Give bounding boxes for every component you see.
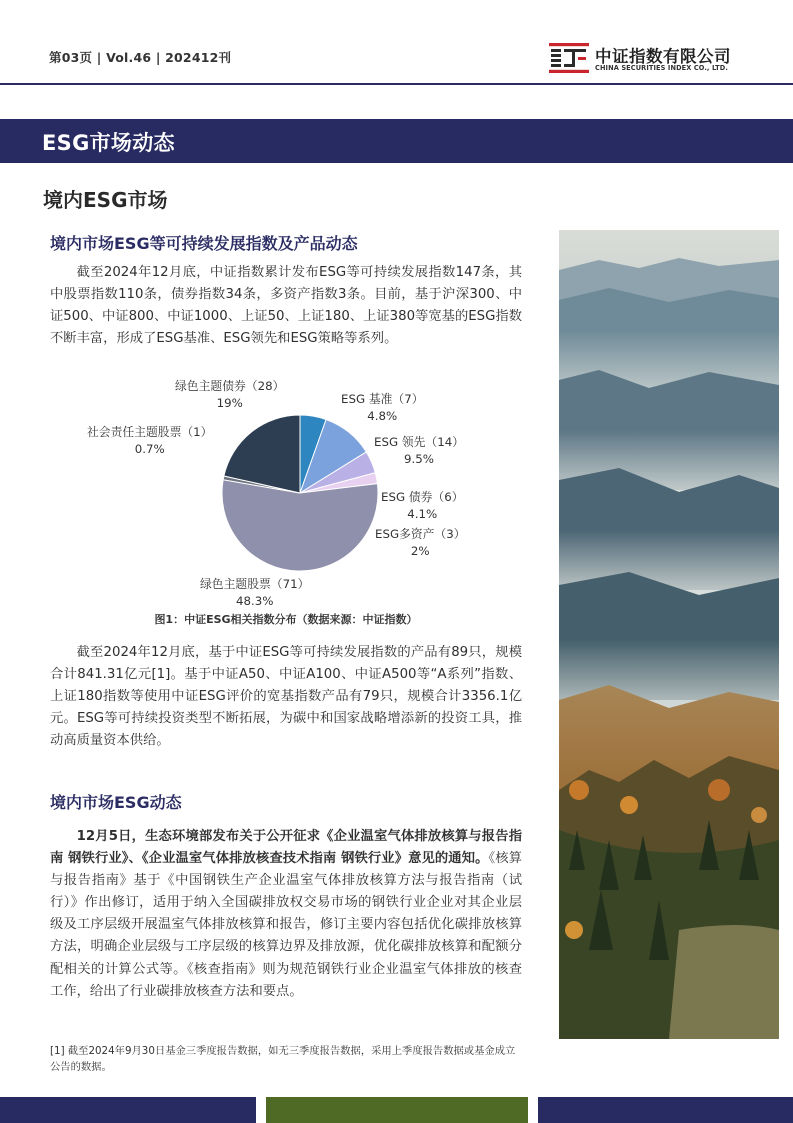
label-name: ESG 债券（6） (381, 490, 464, 504)
paragraph-products (50, 642, 522, 752)
logo-chinese-name: 中证指数有限公司 (595, 47, 731, 66)
footnote: [1] 截至2024年9月30日基金三季度报告数据，如无三季度报告数据，采用上季度报告数据或基金成立公告的数据。 (50, 1045, 516, 1073)
landscape-photo (559, 230, 779, 1039)
label-name: 绿色主题债券（28） (175, 379, 285, 393)
label-pct: 4.8% (367, 409, 398, 423)
label-esg-leader (374, 434, 464, 468)
paragraph-body: 《核算与报告指南》基于《中国钢铁生产企业温室气体排放核算方法与报告指南（试行）》作出修订，适用于纳入全国碳排放权交易市场的钢铁行业企业对其企业层级及工序层级开展温室气体排放核算和报告，修订主要内容包括优化碳排放核算方法，明确企业层级与工序层级的核算边界及排放源，优化碳排放核算和配额分配相关的计算公式等。《核查指南》则为规范钢铁行业企业温室气体排放的核查工作，给出了行业碳排放核查方法和要点。 (50, 851, 522, 999)
footer-bar-right (538, 1097, 793, 1123)
paragraph-index-stats (50, 262, 522, 350)
section-banner (0, 119, 793, 163)
label-pct: 48.3% (235, 594, 274, 608)
banner-title: ESG市场动态 (42, 131, 175, 155)
issue-info: 第03页 | Vol.46 | 202412刊 (49, 50, 232, 65)
label-name: ESG 领先（14） (374, 435, 465, 449)
paragraph-text (50, 826, 522, 1003)
label-pct: 0.7% (134, 442, 165, 456)
pie-chart (50, 376, 522, 608)
section-title: 境内ESG市场 (43, 188, 168, 212)
footer-bar-middle (266, 1097, 528, 1123)
subsection-title-products: 境内市场ESG等可持续发展指数及产品动态 (50, 234, 358, 253)
subsection-title-dynamics: 境内市场ESG动态 (50, 793, 182, 812)
paragraph-text: 截至2024年12月底，基于中证ESG等可持续发展指数的产品有89只，规模合计841.31亿元[1]。基于中证A50、中证A100、中证A500等“A系列”指数、上证180指数等使用中证ESG评价的宽基指数产品有79只，规模合计3356.1亿元。ESG等可持续投资类型不断拓展，为碳中和国家战略增添新的投资工具，推动高质量资本供给。 (50, 645, 522, 749)
label-name: ESG多资产（3） (375, 527, 466, 541)
paragraph-lead: 12月5日，生态环境部发布关于公开征求《企业温室气体排放核算与报告指南 钢铁行业》、《企业温室气体排放核查技术指南 钢铁行业》意见的通知。 (50, 829, 522, 867)
label-pct: 4.1% (407, 507, 438, 521)
label-green-bond (175, 378, 284, 412)
header-divider (0, 83, 793, 85)
logo-english-name: CHINA SECURITIES INDEX CO., LTD. (595, 64, 728, 72)
label-name: 社会责任主题股票（1） (87, 425, 213, 439)
label-pct: 19% (216, 396, 243, 410)
paragraph-dynamics (50, 826, 522, 1003)
label-name: ESG 基准（7） (341, 392, 424, 406)
company-logo (549, 41, 759, 75)
paragraph-text: 截至2024年12月底，中证指数累计发布ESG等可持续发展指数147条，其中股票指数110条，债券指数34条，多资产指数3条。目前，基于沪深300、中证500、中证800、中证1000、上证50、上证180、上证380等宽基的ESG指数不断丰富，形成了ESG基准、ESG领先和ESG策略等系列。 (50, 265, 522, 347)
label-name: 绿色主题股票（71） (200, 577, 310, 591)
label-green-stock (200, 576, 309, 610)
csi-logo-icon (549, 43, 589, 73)
label-pct: 9.5% (404, 452, 435, 466)
label-social-responsibility (87, 424, 212, 458)
label-esg-benchmark (341, 391, 424, 425)
label-pct: 2% (410, 544, 430, 558)
label-esg-multi-asset (375, 526, 466, 560)
label-esg-bond (381, 489, 464, 523)
footer-bar-left (0, 1097, 256, 1123)
figure-caption: 图1：中证ESG相关指数分布（数据来源：中证指数） (154, 613, 418, 626)
